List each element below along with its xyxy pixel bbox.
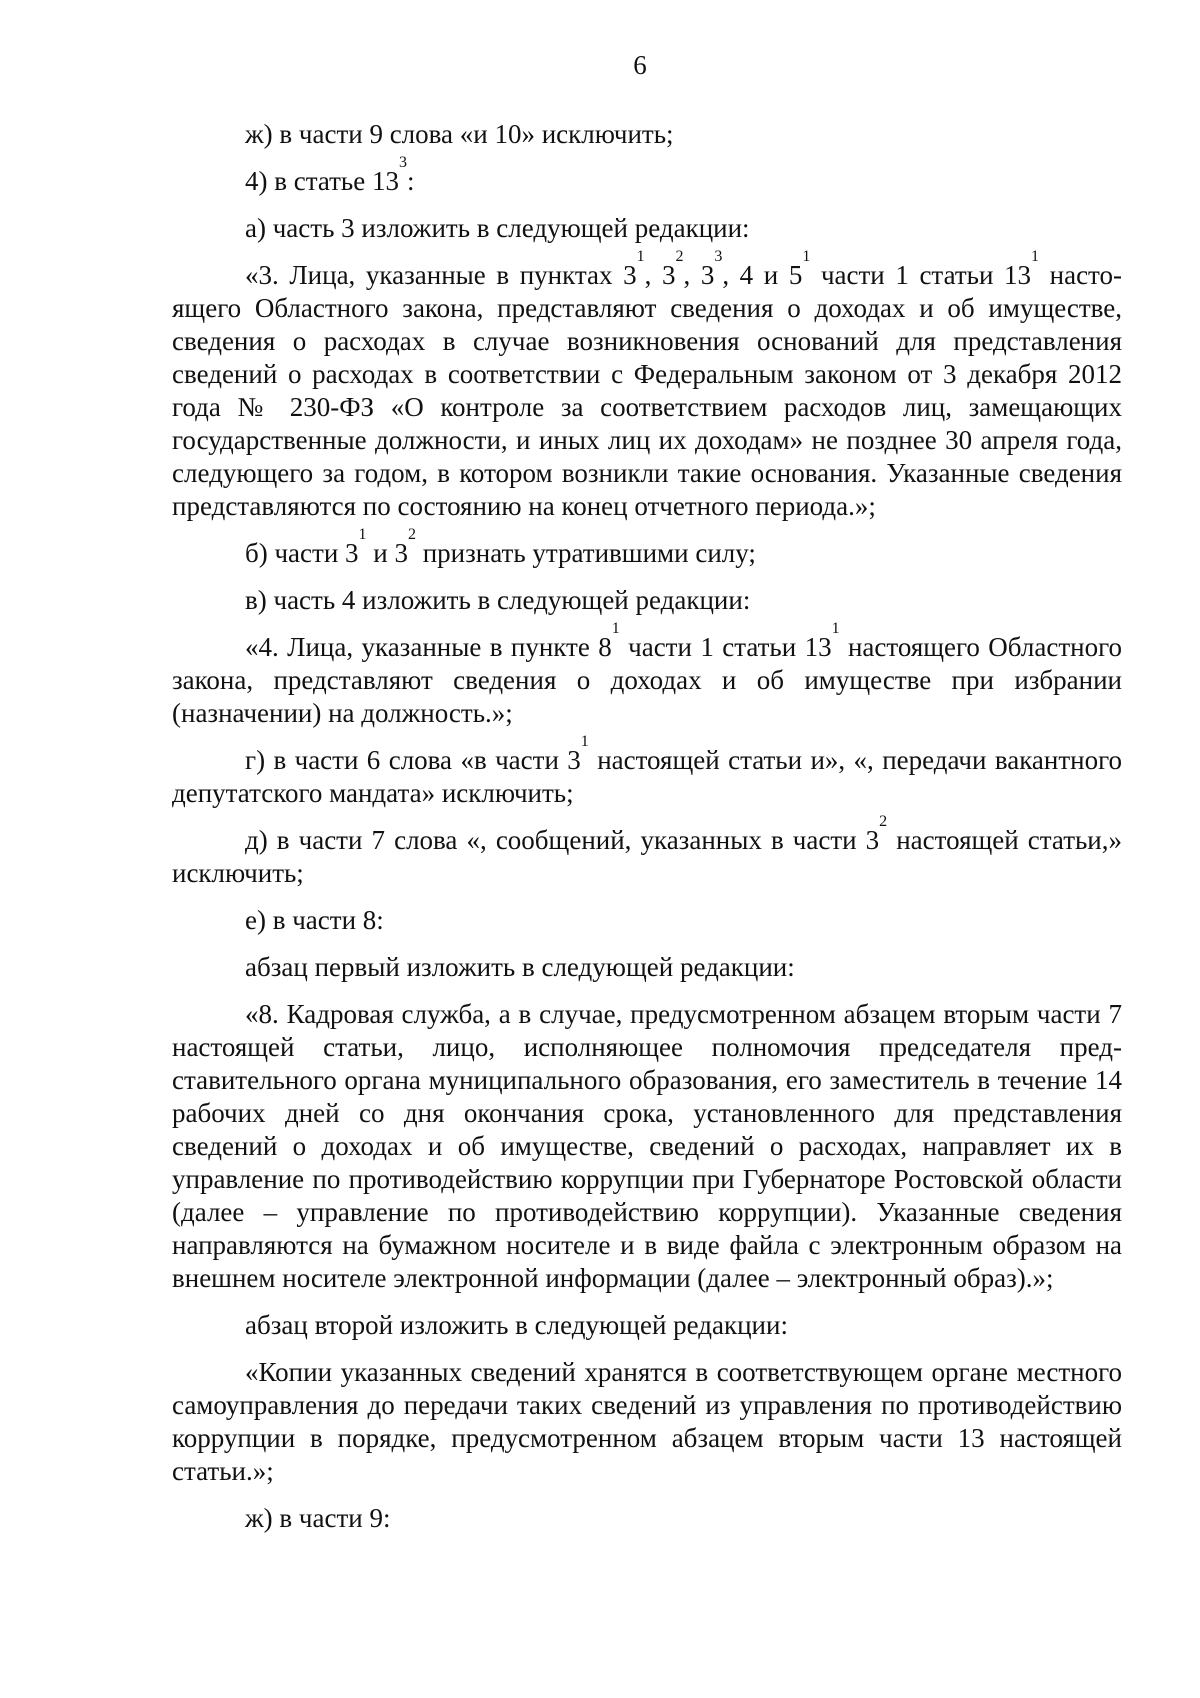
paragraph-p15: ж) в части 9: xyxy=(245,1503,391,1533)
paragraph-p11: абзац первый изложить в следующей редакции: xyxy=(245,952,795,982)
paragraph-p2: 4) в статье $13^3$: xyxy=(245,154,415,196)
paragraph-p3: а) часть 3 изложить в следующей редакции: xyxy=(245,213,750,243)
document-body xyxy=(172,118,1122,1549)
paragraph-p8: г) в части 6 слова «в части $3^1$ настоящей статьи и», «, передачи вакантного депутатского мандата» исключить; xyxy=(172,733,1122,808)
page-number: 6 xyxy=(633,50,647,80)
paragraph-p13: абзац второй изложить в следующей редакции: xyxy=(245,1310,788,1340)
paragraph-p6: в) часть 4 изложить в следующей редакции: xyxy=(245,585,751,615)
paragraph-p4: «3. Лица, указанные в пунктах $3^1$, $3^2$, $3^3$, 4 и $5^1$ части 1 статьи $13^1$ настоящего Областного закона, представляют сведения о доходах и об имуществе, сведения о расходах в случае возникновения оснований для представления сведений о расходах в соответствии с Федеральным законом от 3 декабря 2012 года № 230-ФЗ «О контроле за соответствием расходов лиц, замещающих государственные должности, и иных лиц их доходам» не позднее 30 апреля года, следующего за годом, в котором возникли такие основания. Указанные сведения представляются по состоянию на конец отчетного периода.»; xyxy=(172,248,1122,521)
paragraph-p12: «8. Кадровая служба, а в случае, предусмотренном абзацем вторым части 7 настоящей статьи, лицо, исполняющее полномочия председателя представительного органа муниципального образования, его заместитель в течение 14 рабочих дней со дня окончания срока, установленного для представления сведений о доходах и об имуществе, сведений о расходах, направляет их в управление по противодействию коррупции при Губернаторе Ростовской области (далее – управление по противодействию коррупции). Указанные сведения направляются на бумажном носителе и в виде файла с электронным образом на внешнем носителе электронной информации (далее – электронный образ).»; xyxy=(172,999,1122,1293)
paragraph-p5: б) части $3^1$ и $3^2$ признать утратившими силу; xyxy=(245,526,756,568)
paragraph-p14: «Копии указанных сведений хранятся в соответствующем органе местного самоуправления до передачи таких сведений из управления по противодействию коррупции в порядке, предусмотренном абзацем вторым части 13 настоящей статьи.»; xyxy=(172,1357,1122,1486)
paragraph-p1: ж) в части 9 слова «и 10» исключить; xyxy=(245,119,674,149)
paragraph-p9: д) в части 7 слова «, сообщений, указанных в части $3^2$ настоящей статьи,» исключить; xyxy=(172,813,1123,888)
paragraph-p10: е) в части 8: xyxy=(245,905,384,935)
paragraph-p7: «4. Лица, указанные в пункте $8^1$ части 1 статьи $13^1$ настоящего Областного закона, представляют сведения о доходах и об имуществе при избрании (назначении) на должность.»; xyxy=(172,620,1122,728)
